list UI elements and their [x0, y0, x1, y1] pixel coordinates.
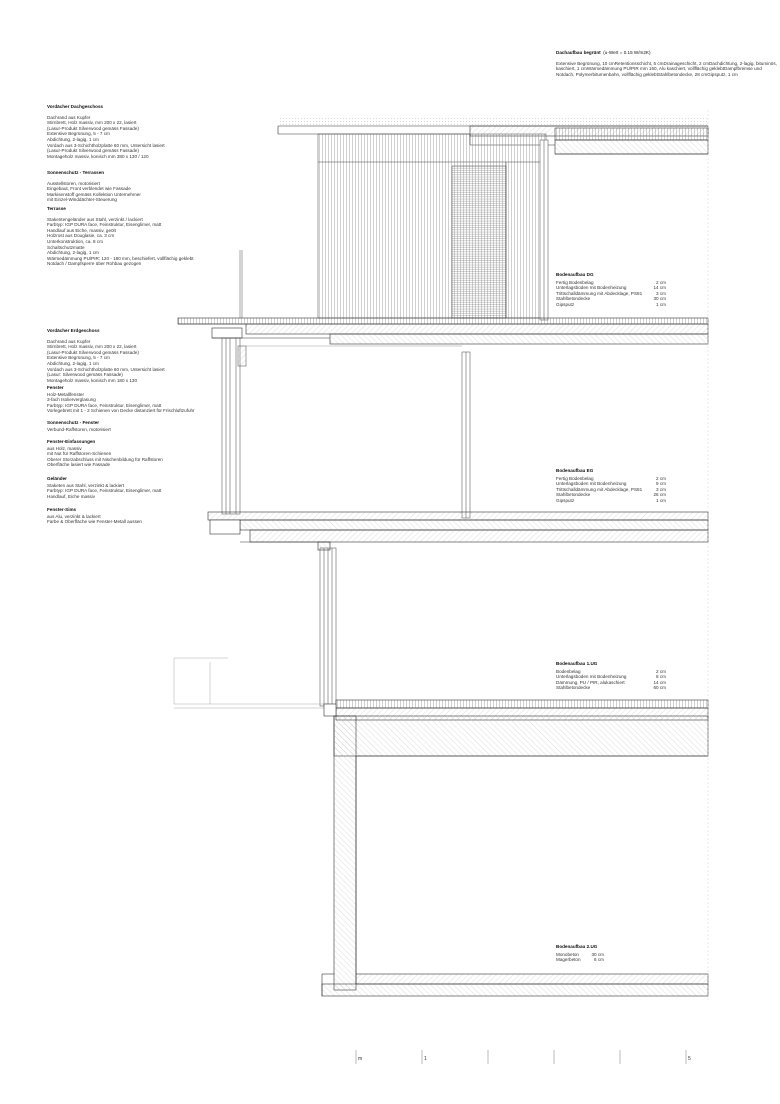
spec-row — [556, 685, 666, 691]
note-line: aus Holz, massiv — [47, 445, 82, 451]
spec-table — [556, 669, 666, 691]
note-line: Abdichtung, 2-lagig, 1 cm — [47, 250, 99, 256]
spec-layer: Stahlbetondecke — [556, 492, 591, 498]
note-lines — [47, 446, 163, 468]
dg-facade — [318, 134, 548, 320]
note-erdgeschoss — [47, 328, 165, 383]
spec-thickness: 8 cm — [656, 674, 666, 680]
note-line: Wärmedämmung PU/PIR: 120 - 180 mm, beschiefert, vollflächig geklebt — [47, 255, 194, 261]
note-line: Eingebaut, Front verblendet wie Fassade — [47, 186, 131, 192]
note-terrasse — [47, 206, 194, 267]
note-line: (Lasur-Produkt Silverwood gemäss Fassade) — [47, 349, 139, 355]
note-line: Stahlbetondecke, 28 cm — [657, 71, 708, 77]
note-title: Fenster-Einfassungen — [47, 439, 96, 444]
note-title: Vordächer Erdgeschoss — [47, 328, 100, 333]
note-line: Farbe & Oberfläche wie Fenster-Metall aussen — [47, 519, 142, 525]
note-line: (Lasur-Produkt Silverwood gemäss Fassade) — [47, 148, 139, 154]
note-line: Montageholz massiv, konisch mm 380 x 130 / 120 — [47, 153, 149, 159]
note-line: Staketen aus Stahl, verzinkt & lackiert — [47, 482, 125, 488]
spec-layer: Unterlagsboden mit Bodenheizung — [556, 481, 627, 487]
spec-layer: Unterlagsboden mit Bodenheizung — [556, 285, 627, 291]
note-line: Unterkonstruktion, ca. 8 cm — [47, 238, 103, 244]
note-title: Fenster — [47, 385, 64, 390]
note-title: Geländer — [47, 476, 67, 481]
note-lines — [47, 217, 194, 267]
slab-dg — [178, 318, 708, 344]
spec-layer: Fertig Bodenbelag — [556, 279, 594, 285]
spec-thickness: 14 cm — [653, 679, 666, 685]
spec-layer: Trittschalldämmung mit Abdecklage, PS81 — [556, 290, 643, 296]
note-title: Sonnenschutz - Terrassen — [47, 170, 105, 175]
note-line: Dachrand aus Kupfer — [47, 338, 91, 344]
spec-layer: Monobeton — [556, 951, 579, 957]
note-line: Vordach aus 3-Schichtholzplatte 60 mm, Untersicht lasiert — [47, 366, 165, 372]
terrain — [174, 658, 330, 708]
note-lines — [47, 427, 111, 433]
scale-unit: m — [358, 1056, 363, 1062]
note-line: Gipsputz, 1 cm — [707, 71, 738, 77]
note-line: Holz-Metallfenster — [47, 391, 85, 397]
spec-layer: Gipsputz — [556, 301, 575, 307]
note-line: Stakentengeländer aus Stahl, verzinkt / lackiert — [47, 216, 143, 222]
note-line: Holzrost aus Douglasie, ca. 3 cm — [47, 233, 115, 239]
note-line: Stirnbrett, Holz massiv, mm 200 x 22, lasiert — [47, 120, 137, 126]
spec-title: Bodenaufbau EG — [556, 468, 594, 473]
slab-eg — [208, 512, 708, 550]
note-title: Terrasse — [47, 206, 66, 211]
spec-row — [556, 498, 666, 504]
spec-row — [556, 957, 604, 963]
scale-start: 1 — [424, 1056, 427, 1062]
note-fenster — [47, 385, 195, 414]
note-line: Farbtyp: IGP DURA face, Feinstruktur, Eisenglimer, matt — [47, 402, 162, 408]
spec-title: Bodenaufbau 1.UG — [556, 661, 598, 666]
note-line: Handlauf aus Eiche, massiv, geölt — [47, 227, 116, 233]
terrace-railing — [240, 250, 242, 318]
note-sonnenschutz-terrassen — [47, 170, 141, 203]
spec-title: Dachaufbau begrünt (u-Wert = 0.15 W/m2K) — [556, 50, 651, 55]
note-lines — [47, 483, 161, 500]
spec-bodenaufbau-2ug — [556, 944, 604, 963]
note-line: Abdichtung, 2-lagig, 1 cm — [47, 360, 99, 366]
note-title: Fenster-Sims — [47, 507, 77, 512]
spec-bodenaufbau-dg — [556, 272, 666, 308]
spec-row — [556, 302, 666, 308]
note-line: Oberer Storzabschluss mit Nischenbildung für Raffstoren — [47, 456, 163, 462]
spec-layer: Stahlbetondecke — [556, 296, 591, 302]
spec-bodenaufbau-eg — [556, 468, 666, 504]
note-line: (Lasur: Silverwood gemäss Fassade) — [47, 372, 123, 378]
slab-1ug — [322, 700, 708, 996]
spec-layer: Stahlbetondecke — [556, 685, 591, 691]
spec-title: Bodenaufbau 2.UG — [556, 944, 598, 949]
spec-thickness: 3 cm — [656, 290, 666, 296]
spec-bodenaufbau-1ug — [556, 661, 666, 691]
spec-thickness: 1 cm — [656, 497, 666, 503]
spec-thickness: 2 cm — [656, 279, 666, 285]
spec-table — [556, 280, 666, 308]
spec-layer: Dämmung, PU / PIR, alukaschiert — [556, 679, 625, 685]
note-line: Extensive Begrünung, 5 - 7 cm — [47, 355, 110, 361]
note-line: aus Alu, verzinkt & lackiert — [47, 513, 101, 519]
spec-thickness: 2 cm — [656, 668, 666, 674]
spec-table — [556, 952, 604, 963]
eg-window — [222, 338, 470, 518]
scale-bar-ticks — [356, 1050, 686, 1064]
note-line: Oberfläche lasiert wie Fassade — [47, 462, 111, 468]
note-line: Schaltschutzmatte — [47, 244, 85, 250]
note-line: Montageholz massiv, konisch mm 180 x 130 — [47, 377, 138, 383]
spec-thickness: 30 cm — [591, 951, 604, 957]
note-line: Handlauf, Eiche massiv — [47, 493, 96, 499]
note-line: Dampfbremse und Notdach, Polymerbitumenbahn, vollflächig geklebt — [556, 66, 762, 77]
note-line: mit Nut für Raffstoren-Schienen — [47, 451, 112, 457]
note-line: Drainageschicht, 2 cm — [663, 60, 709, 66]
scale-end: 5 — [688, 1056, 691, 1062]
note-line: Vorlegebrett mit 1 - 2 Schienen von Decke distanziert für Frischluftzufuhr — [47, 408, 195, 414]
spec-table — [556, 476, 666, 504]
spec-thickness: 2 cm — [656, 475, 666, 481]
note-fenster-einfassungen — [47, 439, 163, 468]
spec-thickness: 1 cm — [656, 301, 666, 307]
note-line: Retentionsschicht, 5 cm — [614, 60, 664, 66]
spec-thickness: 30 cm — [653, 296, 666, 302]
note-line: Wärmedämmung PU/PIR mm 160, Alu kaschiert, vollflächig geklebt — [586, 66, 724, 72]
note-line: Stirnbrett, Holz massiv, mm 200 x 22, lasiert — [47, 344, 137, 350]
note-title: Vordächer Dachgeschoss — [47, 104, 104, 109]
note-line: 3-fach Isolierverglasung — [47, 397, 96, 403]
note-line: Abdichtung, 2-lagig, 1 cm — [47, 136, 99, 142]
note-gelaender — [47, 476, 161, 499]
note-line: Farbtyp: IGP DURA face, Feinstruktur, Eisenglimer, matt — [47, 222, 162, 228]
spec-layer: Trittschalldämmung mit Abdecklage, PS81 — [556, 486, 643, 492]
spec-thickness: 60 cm — [653, 685, 666, 691]
note-lines — [47, 339, 165, 384]
note-lines — [47, 514, 142, 525]
note-title: Sonnenschutz - Fenster — [47, 420, 100, 425]
note-line: Dachdichtung, 2-lagig, bituminös, kaschiert, 1 cm — [556, 60, 777, 72]
note-line: mit Einzel-Winddächter-Steuerung — [47, 197, 117, 203]
spec-layer: Fertig Bodenbelag — [556, 475, 594, 481]
note-dachgeschoss — [47, 104, 165, 159]
note-line: (Lasur-Produkt Silverwood gemäss Fassade) — [47, 125, 139, 131]
note-line: Dachrand aus Kupfer — [47, 114, 91, 120]
note-lines — [47, 392, 195, 414]
spec-layer: Magerbeton — [556, 957, 581, 963]
note-line: Markisenstoff gemäss Kollektion Unternehmer — [47, 191, 141, 197]
spec-thickness: 9 cm — [656, 481, 666, 487]
note-line: Extensive Begrünung, 10 cm — [556, 60, 615, 66]
ug-window — [320, 548, 336, 706]
note-lines — [47, 181, 141, 203]
note-sonnenschutz-fenster — [47, 420, 111, 432]
spec-dachaufbau — [556, 50, 780, 77]
spec-thickness: 6 cm — [594, 957, 604, 963]
note-fenster-sims — [47, 507, 142, 525]
note-line: Extensive Begrünung, 5 - 7 cm — [47, 131, 110, 137]
spec-thickness: 14 cm — [653, 285, 666, 291]
spec-thickness: 26 cm — [653, 492, 666, 498]
spec-layer: Gipsputz — [556, 497, 575, 503]
spec-layer: Unterlagsboden mit Bodenheizung — [556, 674, 627, 680]
note-line: Farbtyp: IGP DURA face, Feinstruktur, Eisenglimer, matt — [47, 488, 162, 494]
note-line: Ausstellstoren, motorisiert — [47, 180, 100, 186]
spec-layer: Bodenbelag — [556, 668, 581, 674]
spec-title: Bodenaufbau DG — [556, 272, 594, 277]
spec-lines — [556, 61, 780, 78]
spec-thickness: 3 cm — [656, 486, 666, 492]
note-line: Vordach aus 3-Schichtholzplatte 60 mm, Untersicht lasiert — [47, 142, 165, 148]
note-line: Verbund-Raffstoren, motorisiert — [47, 426, 111, 432]
note-lines — [47, 115, 165, 160]
note-line: Notdach / Dampfsperre über Rohbau gezogen — [47, 261, 142, 267]
